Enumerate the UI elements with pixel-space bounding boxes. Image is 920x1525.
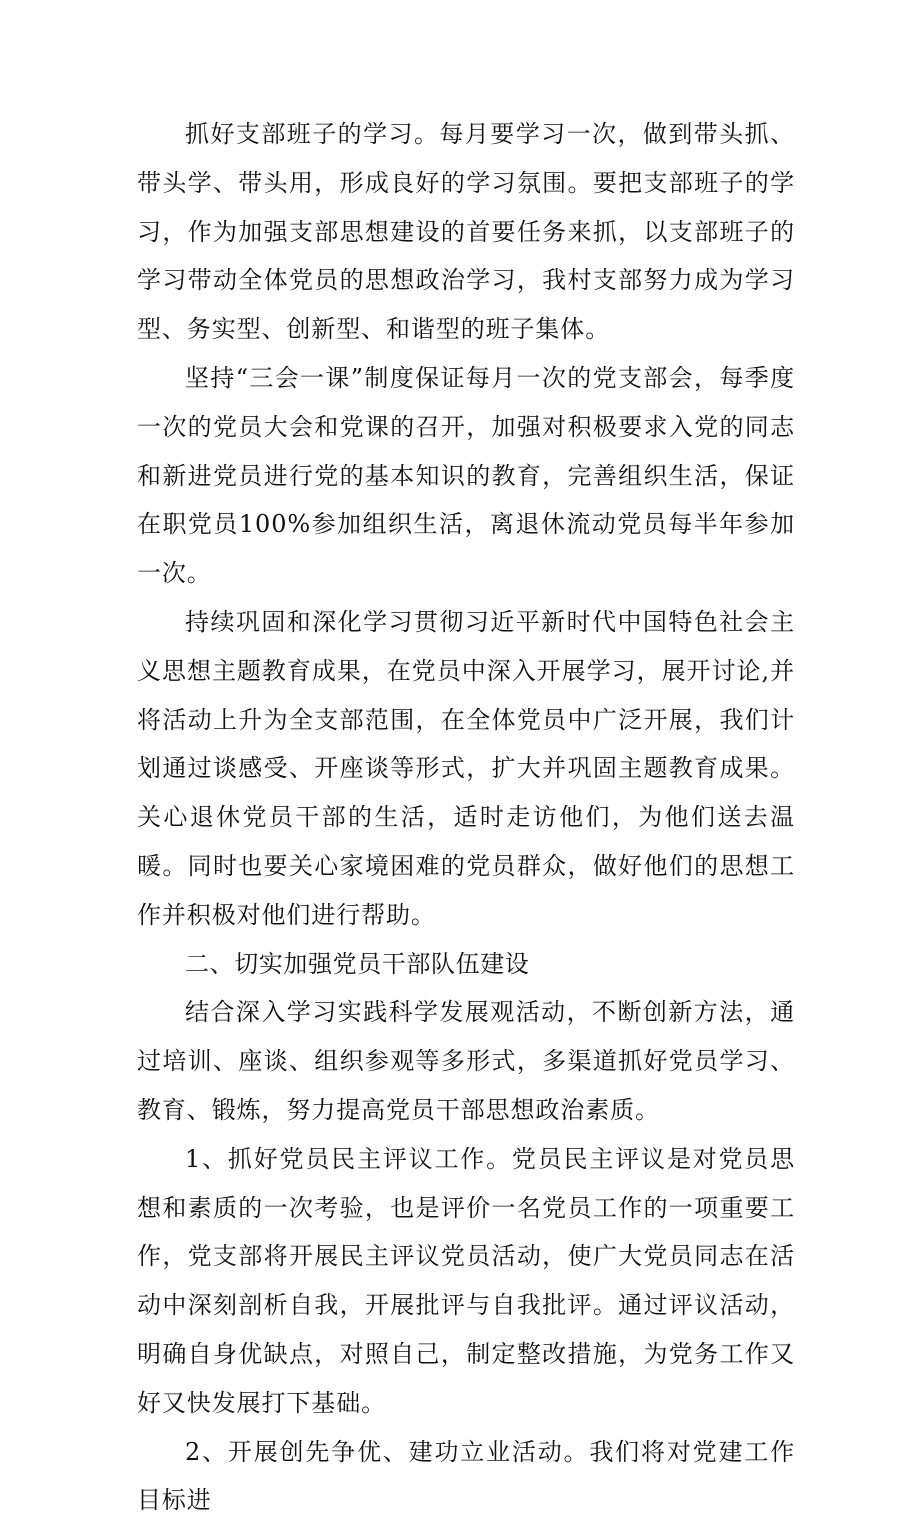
paragraph-training: 结合深入学习实践科学发展观活动，不断创新方法，通过培训、座谈、组织参观等多形式，多渠道抓好党员学习、教育、锻炼，努力提高党员干部思想政治素质。 [137, 998, 795, 1124]
paragraph-three-meetings: 坚持“三会一课”制度保证每月一次的党支部会，每季度一次的党员大会和党课的召开，加强对积极要求入党的同志和新进党员进行党的基本知识的教育，完善组织生活，保证在职党员100%参加组织生活，离退休流动党员每半年参加一次。 [137, 363, 795, 588]
section-heading: 二、切实加强党员干部队伍建设 [185, 949, 530, 978]
paragraph-branch-study: 抓好支部班子的学习。每月要学习一次，做到带头抓、带头学、带头用，形成良好的学习氛围。要把支部班子的学习，作为加强支部思想建设的首要任务来抓，以支部班子的学习带动全体党员的思想政治学习，我村支部努力成为学习型、务实型、创新型、和谐型的班子集体。 [137, 120, 795, 344]
paragraph-theme-education: 持续巩固和深化学习贯彻习近平新时代中国特色社会主义思想主题教育成果，在党员中深入开展学习，展开讨论,并将活动上升为全支部范围，在全体党员中广泛开展，我们计划通过谈感受、开座谈等形式，扩大并巩固主题教育成果。关心退休党员干部的生活，适时走访他们，为他们送去温暖。同时也要关心家境困难的党员群众，做好他们的思想工作并积极对他们进行帮助。 [137, 607, 795, 929]
paragraph-excellence-activity: 2、开展创先争优、建功立业活动。我们将对党建工作目标进 [137, 1437, 795, 1515]
paragraph-democratic-review: 1、抓好党员民主评议工作。党员民主评议是对党员思想和素质的一次考验，也是评价一名党员工作的一项重要工作，党支部将开展民主评议党员活动，使广大党员同志在活动中深刻剖析自我，开展批评与自我批评。通过评议活动，明确自身优缺点，对照自己，制定整改措施，为党务工作又好又快发展打下基础。 [137, 1144, 795, 1417]
document-body [137, 110, 795, 1525]
